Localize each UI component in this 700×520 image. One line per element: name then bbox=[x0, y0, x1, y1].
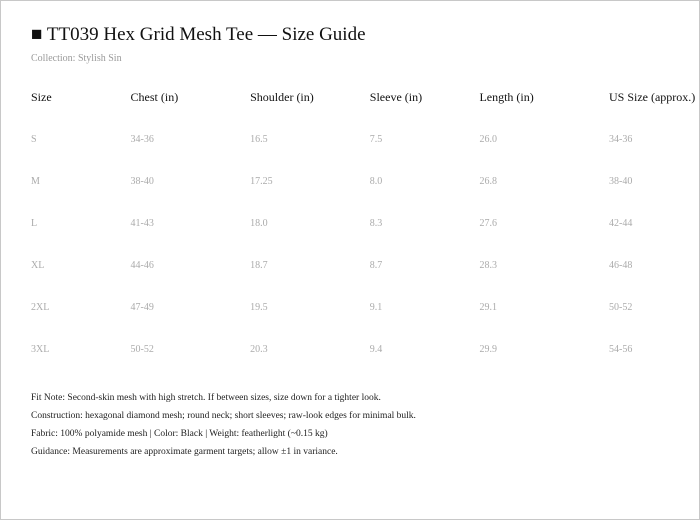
column-header-size: Size bbox=[31, 89, 52, 104]
cell-chest: 50-52 bbox=[130, 343, 154, 355]
table-row bbox=[31, 160, 699, 202]
cell-chest: 41-43 bbox=[130, 217, 154, 229]
cell-shoulder: 19.5 bbox=[250, 301, 268, 313]
cell-shoulder: 17.25 bbox=[250, 175, 273, 187]
cell-length: 26.8 bbox=[479, 175, 497, 187]
table-header-row bbox=[31, 76, 699, 118]
construction-note: Construction: hexagonal diamond mesh; round neck; short sleeves; raw-look edges for minimal bulk. bbox=[31, 411, 416, 421]
column-header-chest: Chest (in) bbox=[130, 89, 179, 104]
cell-us-size: 50-52 bbox=[608, 301, 633, 313]
table-row bbox=[31, 202, 699, 244]
cell-size: 3XL bbox=[31, 343, 50, 355]
cell-us-size: 38-40 bbox=[608, 175, 633, 187]
cell-shoulder: 18.0 bbox=[250, 217, 268, 229]
cell-us-size: 46-48 bbox=[608, 259, 633, 271]
cell-chest: 38-40 bbox=[130, 175, 154, 187]
column-header-us-size: US Size (approx.) bbox=[608, 89, 696, 104]
cell-chest: 34-36 bbox=[130, 133, 154, 145]
cell-chest: 47-49 bbox=[130, 301, 154, 313]
cell-size: M bbox=[31, 175, 40, 187]
table-row bbox=[31, 328, 699, 370]
table-row bbox=[31, 244, 699, 286]
guidance-note: Guidance: Measurements are approximate garment targets; allow ±1 in variance. bbox=[31, 447, 338, 457]
cell-size: 2XL bbox=[31, 301, 50, 313]
fit-note: Fit Note: Second-skin mesh with high stretch. If between sizes, size down for a tighter look. bbox=[31, 393, 381, 403]
cell-sleeve: 8.7 bbox=[369, 259, 383, 271]
column-header-shoulder: Shoulder (in) bbox=[250, 89, 314, 104]
table-row bbox=[31, 118, 699, 160]
size-table bbox=[31, 76, 699, 370]
column-header-sleeve: Sleeve (in) bbox=[369, 89, 423, 104]
cell-length: 26.0 bbox=[479, 133, 497, 145]
cell-sleeve: 9.1 bbox=[369, 301, 383, 313]
cell-shoulder: 16.5 bbox=[250, 133, 268, 145]
fabric-note: Fabric: 100% polyamide mesh | Color: Black | Weight: featherlight (~0.15 kg) bbox=[31, 429, 328, 439]
cell-chest: 44-46 bbox=[130, 259, 154, 271]
cell-size: XL bbox=[31, 259, 45, 271]
page-title-text: TT039 Hex Grid Mesh Tee — Size Guide bbox=[46, 24, 366, 45]
cell-sleeve: 7.5 bbox=[369, 133, 383, 145]
cell-length: 29.9 bbox=[479, 343, 497, 355]
cell-length: 27.6 bbox=[479, 217, 497, 229]
cell-sleeve: 8.0 bbox=[369, 175, 383, 187]
table-row bbox=[31, 286, 699, 328]
cell-size: S bbox=[31, 133, 37, 145]
cell-length: 29.1 bbox=[479, 301, 497, 313]
cell-sleeve: 8.3 bbox=[369, 217, 383, 229]
notes-section bbox=[31, 389, 681, 461]
cell-size: L bbox=[31, 217, 38, 229]
page-title bbox=[31, 23, 366, 47]
cell-us-size: 54-56 bbox=[608, 343, 633, 355]
cell-sleeve: 9.4 bbox=[369, 343, 383, 355]
cell-shoulder: 20.3 bbox=[250, 343, 268, 355]
black-square-icon: ■ bbox=[31, 24, 43, 45]
cell-us-size: 42-44 bbox=[608, 217, 633, 229]
cell-length: 28.3 bbox=[479, 259, 497, 271]
cell-us-size: 34-36 bbox=[608, 133, 633, 145]
cell-shoulder: 18.7 bbox=[250, 259, 268, 271]
column-header-length: Length (in) bbox=[479, 89, 534, 104]
collection-label: Collection: Stylish Sin bbox=[31, 53, 122, 64]
